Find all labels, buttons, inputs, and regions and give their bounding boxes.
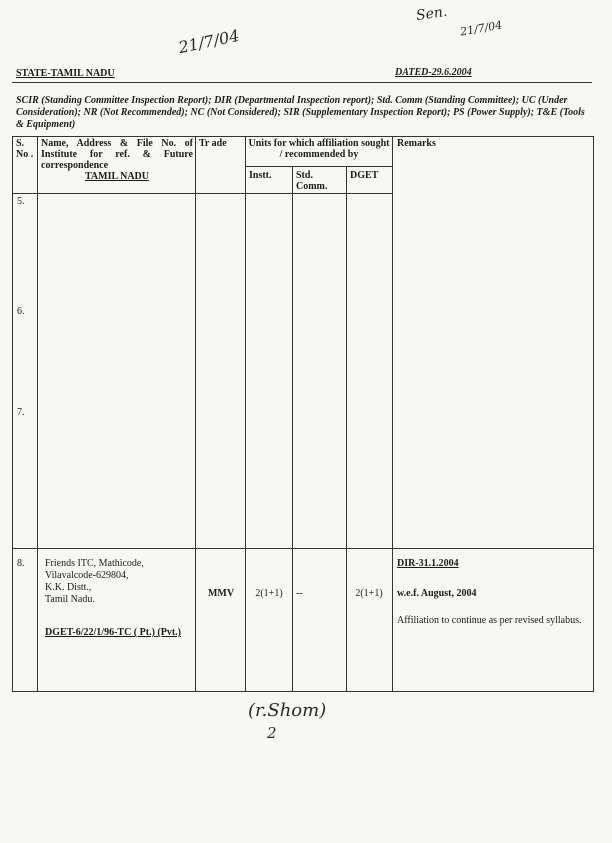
abbreviation-legend: SCIR (Standing Committee Inspection Report); DIR (Departmental Inspection report); Std. Comm (Standing Committee); UC (Under Consideration); NR (Not Recommended); NC (Not Considered); SIR (Supplementary Inspection Report); PS (Power Supply); T&E (Tools & Equipment) — [16, 95, 585, 130]
grid-line — [245, 166, 392, 167]
col-header-sno: S. No . — [16, 138, 34, 160]
col-header-units: Units for which affiliation sought / recommended by — [248, 138, 390, 160]
col-header-state: TAMIL NADU — [85, 171, 149, 182]
dated-heading: DATED-29.6.2004 — [395, 67, 472, 78]
remark-effective-date: w.e.f. August, 2004 — [397, 588, 477, 599]
state-heading: STATE-TAMIL NADU — [16, 68, 115, 79]
grid-line — [37, 136, 38, 692]
col-header-std-comm: Std. Comm. — [296, 170, 328, 192]
units-instt: 2(1+1) — [255, 588, 283, 599]
header-rule — [12, 82, 592, 83]
col-header-name: Name, Address & File No. of Institute for ref. & Future correspondence — [41, 138, 193, 171]
grid-line — [346, 167, 347, 692]
institute-address-line: K.K. Distt., — [45, 582, 92, 593]
handwritten-page-number: 2 — [267, 724, 277, 742]
grid-line — [245, 136, 246, 692]
handwritten-signature-date: 21/7/04 — [459, 18, 504, 39]
remark-note: Affiliation to continue as per revised syllabus. — [397, 615, 582, 626]
handwritten-initials: (r.Shom) — [248, 700, 327, 721]
col-header-instt: Instt. — [249, 170, 272, 181]
row-sno: 7. — [17, 407, 25, 418]
handwritten-signature-name: Sen. — [415, 3, 449, 25]
remark-reference: DIR-31.1.2004 — [397, 558, 459, 569]
row-sno: 6. — [17, 306, 25, 317]
file-number: DGET-6/22/1/96-TC ( Pt.) (Pvt.) — [45, 627, 182, 638]
row-sno: 5. — [17, 196, 25, 207]
grid-line — [292, 167, 293, 692]
grid-line — [12, 193, 392, 194]
units-dget: 2(1+1) — [355, 588, 383, 599]
grid-line — [195, 136, 196, 692]
row-sno: 8. — [17, 558, 25, 569]
institute-address-line: Tamil Nadu. — [45, 594, 95, 605]
grid-line — [392, 136, 393, 692]
col-header-trade: Tr ade — [199, 138, 227, 149]
inspection-table — [12, 136, 594, 692]
units-std-comm: -- — [296, 588, 303, 599]
institute-address-line: Vilavalcode-629804, — [45, 570, 129, 581]
institute-name: Friends ITC, Mathicode, — [45, 558, 144, 569]
col-header-remarks: Remarks — [397, 138, 436, 149]
trade-code: MMV — [207, 588, 235, 599]
col-header-dget: DGET — [350, 170, 379, 181]
handwritten-date-mark: 21/7/04 — [176, 25, 241, 58]
grid-line — [12, 548, 594, 549]
